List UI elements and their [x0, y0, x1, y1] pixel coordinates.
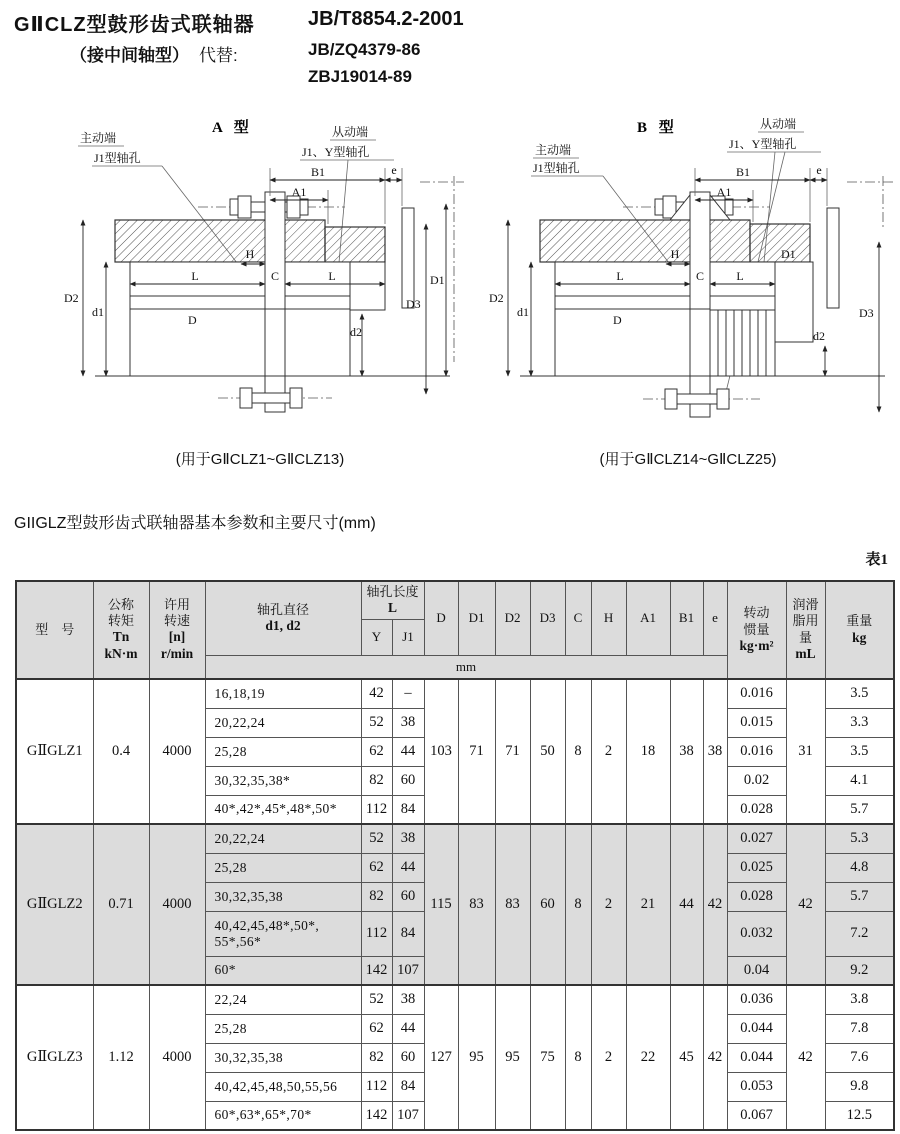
col-header-speed: [149, 581, 205, 679]
cell-speed: 4000: [149, 679, 205, 824]
cell-length-y: 52: [361, 985, 392, 1014]
cell-inertia: 0.025: [727, 853, 786, 882]
torque-unit: kN·m: [104, 646, 138, 662]
parameters-table: [15, 580, 895, 1131]
dim-label-d: D: [188, 313, 197, 327]
cell-bore-diameters: 20,22,24: [205, 708, 361, 737]
dim-label-h: H: [245, 247, 255, 261]
cell-length-j1: 44: [392, 1014, 424, 1043]
driven-bore-label: J1、Y型轴孔: [729, 137, 797, 151]
dim-label-d2cap: D2: [64, 291, 79, 305]
table-number: 表1: [865, 552, 888, 568]
cell-bore-diameters: 25,28: [205, 853, 361, 882]
weight-label: 重量: [846, 613, 873, 629]
cell-inertia: 0.016: [727, 737, 786, 766]
drawing-b-section: [520, 176, 893, 417]
cell-weight: 9.8: [825, 1072, 894, 1101]
dim-label-l-right: L: [736, 269, 744, 283]
cell-bore-diameters: 20,22,24: [205, 824, 361, 853]
grease-label: 脂用: [792, 613, 819, 629]
standards-list: [308, 8, 464, 94]
drawing-b-caption: (用于GⅡCLZ14~GⅡCLZ25): [599, 451, 777, 468]
cell-inertia: 0.044: [727, 1043, 786, 1072]
cell-torque: 0.4: [93, 679, 149, 824]
cell-length-y: 112: [361, 1072, 392, 1101]
cell-length-j1: 44: [392, 737, 424, 766]
cell-inertia: 0.015: [727, 708, 786, 737]
cell-dim-8: 42: [703, 985, 727, 1130]
cell-bore-diameters: 60*,63*,65*,70*: [205, 1101, 361, 1130]
driving-end-label: 主动端: [80, 131, 117, 145]
cell-inertia: 0.044: [727, 1014, 786, 1043]
cell-length-j1: 107: [392, 1101, 424, 1130]
cell-length-j1: 107: [392, 956, 424, 985]
cell-model: GⅡGLZ3: [16, 985, 93, 1130]
drawing-a-section: [95, 176, 464, 412]
bore-dia-label: 轴孔直径: [256, 601, 309, 617]
end-plate: [827, 208, 839, 308]
cell-bore-diameters: 40,42,45,48*,50*, 55*,56*: [205, 911, 361, 956]
cell-dim-1: 83: [458, 824, 495, 985]
col-header-Y: Y: [361, 619, 392, 655]
cell-inertia: 0.053: [727, 1072, 786, 1101]
dim-label-h: H: [670, 247, 680, 261]
cell-bore-diameters: 25,28: [205, 1014, 361, 1043]
dim-label-l-left: L: [616, 269, 624, 283]
driven-end-label: 从动端: [760, 117, 797, 131]
cell-dim-4: 8: [565, 985, 591, 1130]
inertia-label: 转动: [743, 605, 770, 621]
dim-label-d: D: [613, 313, 622, 327]
col-header-weight: [825, 581, 894, 679]
speed-label: 转速: [163, 613, 190, 629]
cell-length-y: 52: [361, 824, 392, 853]
col-header-D3: D3: [530, 581, 565, 655]
cell-inertia: 0.067: [727, 1101, 786, 1130]
dim-label-b1: B1: [310, 165, 326, 179]
cell-length-y: 112: [361, 911, 392, 956]
dim-label-d1cap: D1: [430, 273, 445, 287]
col-header-D: D: [424, 581, 458, 655]
cell-length-j1: 84: [392, 911, 424, 956]
cell-dim-3: 60: [530, 824, 565, 985]
cell-dim-6: 21: [626, 824, 670, 985]
cell-dim-7: 45: [670, 985, 703, 1130]
cell-inertia: 0.02: [727, 766, 786, 795]
cell-weight: 4.8: [825, 853, 894, 882]
cell-inertia: 0.04: [727, 956, 786, 985]
grease-unit: mL: [795, 645, 816, 661]
doc-subtitle: [70, 41, 238, 66]
cell-dim-5: 2: [591, 985, 626, 1130]
cell-weight: 3.5: [825, 679, 894, 708]
cell-bore-diameters: 60*: [205, 956, 361, 985]
cell-dim-6: 22: [626, 985, 670, 1130]
cell-length-y: 112: [361, 795, 392, 824]
cell-bore-diameters: 22,24: [205, 985, 361, 1014]
cell-weight: 4.1: [825, 766, 894, 795]
outer-sleeve-section: [115, 220, 325, 262]
cell-length-j1: 44: [392, 853, 424, 882]
cell-bore-diameters: 40*,42*,45*,48*,50*: [205, 795, 361, 824]
cell-length-j1: 84: [392, 1072, 424, 1101]
col-header-bore-length: [361, 581, 424, 619]
dim-label-a1: A1: [291, 185, 307, 199]
doc-subtitle-text: （接中间轴型）: [70, 46, 189, 65]
cell-weight: 9.2: [825, 956, 894, 985]
cell-grease: 31: [786, 679, 825, 824]
cell-length-j1: 60: [392, 882, 424, 911]
dim-label-d3cap: D3: [859, 306, 874, 320]
cell-weight: 12.5: [825, 1101, 894, 1130]
speed-unit: r/min: [160, 646, 194, 662]
cell-dim-8: 42: [703, 824, 727, 985]
speed-symbol: [n]: [168, 629, 186, 645]
cell-inertia: 0.027: [727, 824, 786, 853]
cell-weight: 5.7: [825, 882, 894, 911]
dim-label-l-right: L: [328, 269, 336, 283]
cell-dim-5: 2: [591, 679, 626, 824]
col-header-D1: D1: [458, 581, 495, 655]
bore-length-label: 轴孔长度: [366, 583, 419, 599]
cell-dim-1: 95: [458, 985, 495, 1130]
col-header-e: e: [703, 581, 727, 655]
standard-number: JB/ZQ4379-86: [308, 40, 421, 59]
cell-dim-3: 75: [530, 985, 565, 1130]
col-header-A1: A1: [626, 581, 670, 655]
grease-label: 润滑: [792, 597, 819, 613]
cell-dim-4: 8: [565, 824, 591, 985]
cell-model: GⅡGLZ1: [16, 679, 93, 824]
cell-grease: 42: [786, 824, 825, 985]
cell-dim-2: 95: [495, 985, 530, 1130]
cell-length-j1: 60: [392, 766, 424, 795]
cell-length-j1: 38: [392, 708, 424, 737]
dim-label-c: C: [695, 269, 705, 283]
driving-bore-label: J1型轴孔: [533, 161, 580, 175]
col-header-inertia: [727, 581, 786, 679]
driven-flange-section: [750, 224, 810, 262]
dim-label-d1small: d1: [92, 305, 104, 319]
drawing-a-caption: (用于GⅡCLZ1~GⅡCLZ13): [175, 451, 345, 468]
driving-bore-label: J1型轴孔: [94, 151, 141, 165]
col-header-D2: D2: [495, 581, 530, 655]
cell-speed: 4000: [149, 985, 205, 1130]
unit-row-mm: mm: [205, 655, 727, 679]
dim-label-l-left: L: [191, 269, 199, 283]
cell-length-y: 42: [361, 679, 392, 708]
col-header-H: H: [591, 581, 626, 655]
cell-length-y: 82: [361, 1043, 392, 1072]
driven-bore-label: J1、Y型轴孔: [302, 145, 370, 159]
drawing-b-title: B 型: [637, 120, 678, 136]
cell-length-y: 62: [361, 1014, 392, 1043]
cell-model: GⅡGLZ2: [16, 824, 93, 985]
torque-label: 转矩: [107, 613, 134, 629]
cell-dim-2: 71: [495, 679, 530, 824]
cell-dim-6: 18: [626, 679, 670, 824]
cell-dim-0: 103: [424, 679, 458, 824]
dim-label-d1cap: D1: [781, 247, 796, 261]
col-header-J1: J1: [392, 619, 424, 655]
dim-label-a1: A1: [716, 185, 732, 199]
dim-label-b1: B1: [735, 165, 751, 179]
grease-label: 量: [799, 629, 813, 645]
cell-length-j1: 38: [392, 985, 424, 1014]
weight-unit: kg: [852, 629, 867, 645]
cell-speed: 4000: [149, 824, 205, 985]
cell-inertia: 0.016: [727, 679, 786, 708]
cell-length-y: 82: [361, 882, 392, 911]
drawing-a-title: A 型: [212, 120, 253, 136]
cell-weight: 7.8: [825, 1014, 894, 1043]
cell-weight: 5.7: [825, 795, 894, 824]
dim-label-d2cap: D2: [489, 291, 504, 305]
cell-weight: 3.8: [825, 985, 894, 1014]
cell-length-y: 62: [361, 853, 392, 882]
dim-label-d2small: d2: [813, 329, 825, 343]
cell-weight: 7.6: [825, 1043, 894, 1072]
col-header-C: C: [565, 581, 591, 655]
centre-disc: [690, 192, 710, 417]
cell-grease: 42: [786, 985, 825, 1130]
torque-label: 公称: [107, 596, 134, 612]
cell-length-j1: –: [392, 679, 424, 708]
cell-length-y: 62: [361, 737, 392, 766]
cell-dim-2: 83: [495, 824, 530, 985]
cell-bore-diameters: 25,28: [205, 737, 361, 766]
cell-bore-diameters: 16,18,19: [205, 679, 361, 708]
bore-length-symbol: L: [388, 599, 398, 615]
cell-dim-0: 127: [424, 985, 458, 1130]
dim-label-d3cap: D3: [406, 297, 421, 311]
col-header-torque: [93, 581, 149, 679]
driving-end-label: 主动端: [535, 143, 572, 157]
cell-dim-7: 44: [670, 824, 703, 985]
cell-length-y: 82: [361, 766, 392, 795]
bore-dia-symbols: d1, d2: [265, 617, 301, 633]
cell-bore-diameters: 30,32,35,38: [205, 882, 361, 911]
table-caption: GIIGLZ型鼓形齿式联轴器基本参数和主要尺寸(mm): [14, 515, 376, 532]
table-body: [16, 679, 894, 1130]
cell-dim-7: 38: [670, 679, 703, 824]
outer-sleeve-section: [540, 220, 750, 262]
cell-bore-diameters: 30,32,35,38: [205, 1043, 361, 1072]
cell-dim-0: 115: [424, 824, 458, 985]
cell-weight: 3.3: [825, 708, 894, 737]
end-plate: [402, 208, 414, 308]
standard-number: ZBJ19014-89: [308, 67, 412, 86]
cell-bore-diameters: 40,42,45,48,50,55,56: [205, 1072, 361, 1101]
table-header-row: [16, 581, 894, 619]
table-row: [16, 679, 894, 708]
model-label: 型 号: [35, 621, 75, 637]
cell-dim-8: 38: [703, 679, 727, 824]
col-header-bore-diameter: [205, 581, 361, 655]
speed-label: 许用: [163, 596, 190, 612]
cell-weight: 3.5: [825, 737, 894, 766]
cell-weight: 7.2: [825, 911, 894, 956]
cell-dim-4: 8: [565, 679, 591, 824]
col-header-B1: B1: [670, 581, 703, 655]
drawing-type-a: [50, 112, 470, 447]
driven-end-label: 从动端: [332, 125, 369, 139]
dim-label-c: C: [270, 269, 280, 283]
standard-number: JB/T8854.2-2001: [308, 8, 464, 30]
centre-disc: [265, 192, 285, 412]
cell-length-j1: 84: [392, 795, 424, 824]
cell-length-y: 142: [361, 956, 392, 985]
cell-torque: 0.71: [93, 824, 149, 985]
table-header: [16, 581, 894, 679]
cell-bore-diameters: 30,32,35,38*: [205, 766, 361, 795]
cell-inertia: 0.028: [727, 882, 786, 911]
drawing-type-b: [475, 112, 900, 447]
cell-inertia: 0.036: [727, 985, 786, 1014]
cell-length-j1: 60: [392, 1043, 424, 1072]
col-header-model: [16, 581, 93, 679]
table-row: [16, 985, 894, 1014]
cell-inertia: 0.028: [727, 795, 786, 824]
cell-torque: 1.12: [93, 985, 149, 1130]
dim-label-d1small: d1: [517, 305, 529, 319]
col-header-grease: [786, 581, 825, 679]
table-row: [16, 824, 894, 853]
inertia-unit: kg·m²: [739, 637, 774, 653]
doc-title: GⅡCLZ型鼓形齿式联轴器: [14, 14, 255, 36]
dim-label-d2small: d2: [350, 325, 362, 339]
torque-symbol: Tn: [112, 629, 130, 645]
cell-inertia: 0.032: [727, 911, 786, 956]
dim-label-e: e: [391, 163, 397, 177]
cell-dim-3: 50: [530, 679, 565, 824]
driven-flange-section: [325, 227, 385, 262]
dim-label-e: e: [816, 163, 822, 177]
replace-label: 代替:: [199, 46, 238, 65]
cell-length-y: 142: [361, 1101, 392, 1130]
cell-length-y: 52: [361, 708, 392, 737]
cell-dim-1: 71: [458, 679, 495, 824]
cell-weight: 5.3: [825, 824, 894, 853]
cell-length-j1: 38: [392, 824, 424, 853]
cell-dim-5: 2: [591, 824, 626, 985]
inertia-label: 惯量: [743, 621, 770, 637]
